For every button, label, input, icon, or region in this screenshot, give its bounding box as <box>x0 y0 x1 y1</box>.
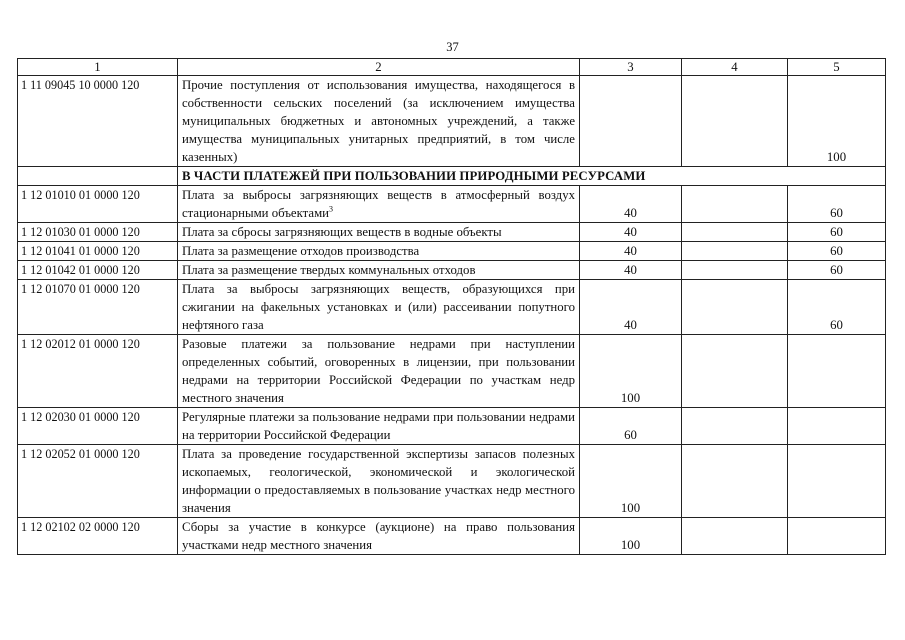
share-col-5: 60 <box>788 242 886 261</box>
column-header: 5 <box>788 59 886 76</box>
share-col-4 <box>682 335 788 408</box>
footnote-marker: 3 <box>329 204 334 214</box>
page-number: 37 <box>446 40 459 54</box>
table-row <box>18 242 886 261</box>
column-header: 1 <box>18 59 178 76</box>
share-col-4 <box>682 408 788 445</box>
share-col-3: 40 <box>580 223 682 242</box>
share-col-5: 60 <box>788 186 886 223</box>
share-col-5 <box>788 518 886 555</box>
table-row <box>18 445 886 518</box>
share-col-5: 100 <box>788 76 886 167</box>
share-col-3: 60 <box>580 408 682 445</box>
share-col-4 <box>682 76 788 167</box>
share-col-4 <box>682 242 788 261</box>
revenue-description: Плата за размещение твердых коммунальных отходов <box>178 261 580 280</box>
revenue-description <box>178 186 580 223</box>
share-col-4 <box>682 518 788 555</box>
revenue-code: 1 12 02012 01 0000 120 <box>18 335 178 408</box>
table-row <box>18 280 886 335</box>
column-header: 2 <box>178 59 580 76</box>
share-col-4 <box>682 445 788 518</box>
table-row <box>18 408 886 445</box>
revenue-code: 1 12 01010 01 0000 120 <box>18 186 178 223</box>
share-col-5: 60 <box>788 223 886 242</box>
revenue-description: Регулярные платежи за пользование недрами при пользовании недрами на территории Российской Федерации <box>178 408 580 445</box>
revenue-code: 1 12 01041 01 0000 120 <box>18 242 178 261</box>
budget-revenue-table <box>17 58 886 555</box>
description-text: Плата за выбросы загрязняющих веществ в атмосферный воздух стационарными объектами <box>182 188 575 220</box>
share-col-3: 40 <box>580 261 682 280</box>
share-col-3: 100 <box>580 445 682 518</box>
share-col-3: 100 <box>580 518 682 555</box>
share-col-5: 60 <box>788 280 886 335</box>
share-col-3: 100 <box>580 335 682 408</box>
revenue-description: Плата за сбросы загрязняющих веществ в водные объекты <box>178 223 580 242</box>
revenue-description: Плата за размещение отходов производства <box>178 242 580 261</box>
share-col-5 <box>788 445 886 518</box>
share-col-4 <box>682 186 788 223</box>
table-row <box>18 186 886 223</box>
share-col-4 <box>682 261 788 280</box>
section-spacer <box>18 167 178 186</box>
revenue-description: Плата за выбросы загрязняющих веществ, образующихся при сжигании на факельных установках и (или) рассеивании попутного нефтяного газа <box>178 280 580 335</box>
revenue-description: Прочие поступления от использования имущества, находящегося в собственности сельских поселений (за исключением имущества муниципальных бюджетных и автономных учреждений, а также имущества муниципальных унитарных предприятий, в том числе казенных) <box>178 76 580 167</box>
share-col-3: 40 <box>580 242 682 261</box>
table-row <box>18 261 886 280</box>
column-header: 3 <box>580 59 682 76</box>
table-row <box>18 335 886 408</box>
table-row <box>18 223 886 242</box>
section-heading: В ЧАСТИ ПЛАТЕЖЕЙ ПРИ ПОЛЬЗОВАНИИ ПРИРОДНЫМИ РЕСУРСАМИ <box>178 167 886 186</box>
share-col-3 <box>580 76 682 167</box>
table-row <box>18 518 886 555</box>
share-col-5: 60 <box>788 261 886 280</box>
revenue-description: Плата за проведение государственной экспертизы запасов полезных ископаемых, геологической, экономической и экологической информации о предоставляемых в пользование участках недр местного значения <box>178 445 580 518</box>
revenue-code: 1 11 09045 10 0000 120 <box>18 76 178 167</box>
share-col-4 <box>682 280 788 335</box>
revenue-code: 1 12 01030 01 0000 120 <box>18 223 178 242</box>
revenue-code: 1 12 02052 01 0000 120 <box>18 445 178 518</box>
share-col-3: 40 <box>580 280 682 335</box>
column-number-row <box>18 59 886 76</box>
share-col-3: 40 <box>580 186 682 223</box>
revenue-code: 1 12 02102 02 0000 120 <box>18 518 178 555</box>
share-col-4 <box>682 223 788 242</box>
share-col-5 <box>788 335 886 408</box>
column-header: 4 <box>682 59 788 76</box>
revenue-description: Разовые платежи за пользование недрами при наступлении определенных событий, оговоренных в лицензии, при пользовании недрами на территории Российской Федерации по участкам недр местного значения <box>178 335 580 408</box>
revenue-code: 1 12 01042 01 0000 120 <box>18 261 178 280</box>
section-row <box>18 167 886 186</box>
share-col-5 <box>788 408 886 445</box>
revenue-code: 1 12 01070 01 0000 120 <box>18 280 178 335</box>
revenue-description: Сборы за участие в конкурсе (аукционе) на право пользования участками недр местного значения <box>178 518 580 555</box>
table-row <box>18 76 886 167</box>
revenue-code: 1 12 02030 01 0000 120 <box>18 408 178 445</box>
